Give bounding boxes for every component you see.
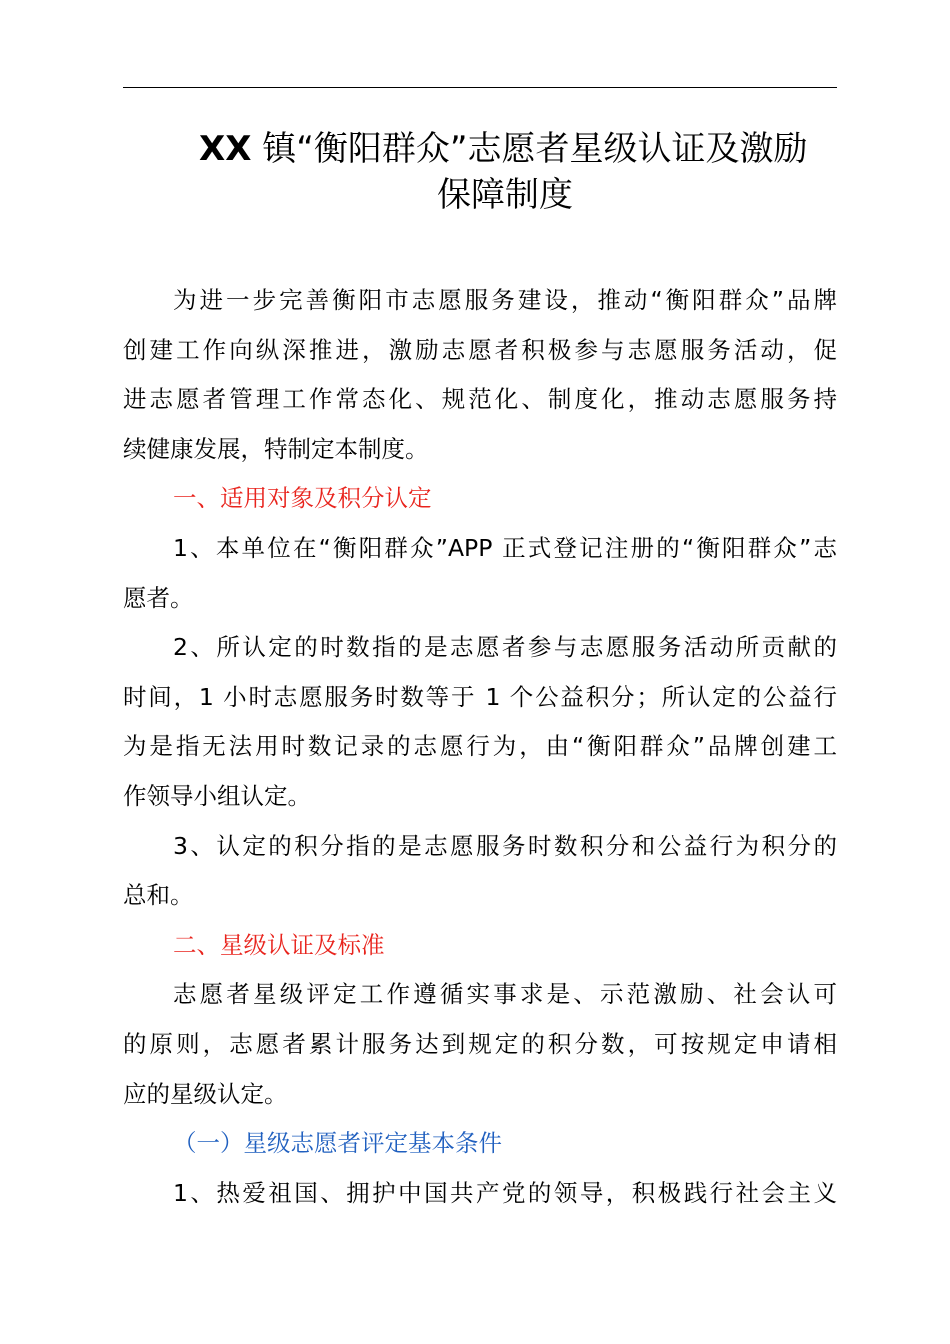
- intro-paragraph-line: 创建工作向纵深推进，激励志愿者积极参与志愿服务活动，促: [123, 335, 837, 364]
- intro-paragraph-line: 为进一步完善衡阳市志愿服务建设，推动“衡阳群众”品牌: [173, 286, 837, 314]
- item-3-line: 3、认定的积分指的是志愿服务时数积分和公益行为积分的: [173, 831, 837, 860]
- section-heading-1: 一、适用对象及积分认定: [173, 484, 432, 513]
- item-2-line: 作领导小组认定。: [123, 781, 311, 810]
- item-2-line: 为是指无法用时数记录的志愿行为，由“衡阳群众”品牌创建工: [123, 732, 837, 761]
- title-prefix: XX: [199, 129, 252, 169]
- item-2-line: 时间，1 小时志愿服务时数等于 1 个公益积分；所认定的公益行: [123, 682, 837, 711]
- section-2-paragraph-line: 应的星级认定。: [123, 1079, 288, 1108]
- title-line-1: [123, 126, 837, 172]
- intro-paragraph-line: 续健康发展，特制定本制度。: [123, 434, 429, 463]
- document-body: [123, 276, 837, 1218]
- document-title: [123, 126, 837, 218]
- section-heading-2: 二、星级认证及标准: [173, 930, 385, 959]
- condition-item-1-line: 1、热爱祖国、拥护中国共产党的领导，积极践行社会主义: [173, 1178, 837, 1207]
- section-2-paragraph-line: 志愿者星级评定工作遵循实事求是、示范激励、社会认可: [173, 980, 837, 1009]
- item-1-line: 愿者。: [123, 583, 194, 612]
- item-1-line: 1、本单位在“衡阳群众”APP 正式登记注册的“衡阳群众”志: [173, 533, 837, 562]
- intro-paragraph-line: 进志愿者管理工作常态化、规范化、制度化，推动志愿服务持: [123, 385, 837, 414]
- section-2-paragraph-line: 的原则，志愿者累计服务达到规定的积分数，可按规定申请相: [123, 1029, 837, 1058]
- title-line-2: 保障制度: [437, 175, 573, 215]
- subsection-heading-1: （一）星级志愿者评定基本条件: [173, 1129, 502, 1158]
- item-2-line: 2、所认定的时数指的是志愿者参与志愿服务活动所贡献的: [173, 633, 837, 662]
- item-3-line: 总和。: [123, 881, 194, 910]
- header-rule: [123, 87, 837, 88]
- title-line-1-text: 镇“衡阳群众”志愿者星级认证及激励: [251, 129, 808, 169]
